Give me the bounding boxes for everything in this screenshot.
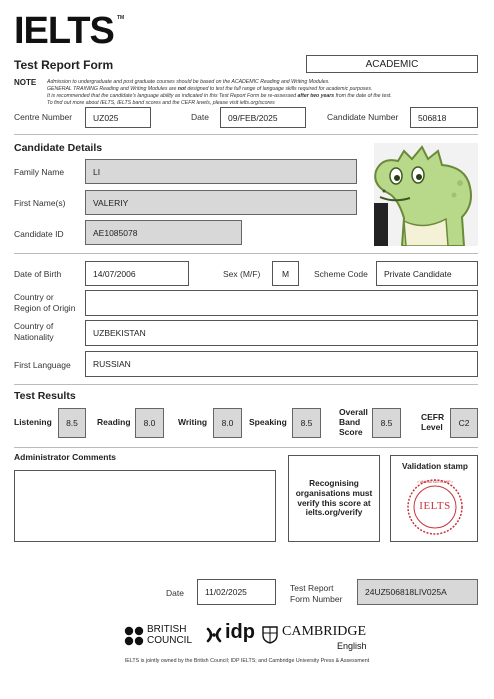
scheme-code-label: Scheme Code — [314, 269, 368, 279]
ielts-logo — [14, 12, 114, 50]
note-line-1: Admission to undergraduate and post graduate courses should be based on the ACADEMIC Reading and Writing Modules. — [47, 79, 330, 85]
cefr-level-score: C2 — [450, 408, 478, 438]
reading-label: Reading — [97, 417, 131, 427]
sex-field: M — [272, 261, 299, 286]
speaking-score: 8.5 — [292, 408, 321, 438]
test-date-label: Date — [191, 112, 209, 122]
verify-notice-box — [288, 455, 380, 542]
trf-number-field: 24UZ506818LIV025A — [357, 579, 478, 605]
candidate-number-label: Candidate Number — [327, 112, 399, 122]
idp-logo — [205, 622, 255, 648]
listening-label: Listening — [14, 417, 52, 427]
divider-4 — [14, 447, 478, 448]
note-line-2: GENERAL TRAINING Reading and Writing Modules are not designed to test the full range of language skills required for academic purposes. — [47, 86, 373, 93]
divider-2 — [14, 253, 478, 254]
speaking-label: Speaking — [249, 417, 287, 427]
cambridge-text: CAMBRIDGE — [282, 624, 367, 639]
centre-number-label: Centre Number — [14, 112, 73, 122]
centre-number-field: UZ025 — [85, 107, 151, 128]
nationality-field: UZBEKISTAN — [85, 320, 478, 346]
candidate-id-label: Candidate ID — [14, 229, 64, 239]
stamp-ielts-text: IELTS — [419, 500, 451, 512]
cambridge-english-text: English — [337, 641, 367, 651]
date-of-birth-field: 14/07/2006 — [85, 261, 189, 286]
british-council-text: BRITISH COUNCIL — [147, 624, 193, 646]
note-text — [47, 79, 487, 107]
family-name-field: LI — [85, 159, 357, 184]
british-council-dots-icon — [124, 626, 144, 646]
trf-number-label: Test Report Form Number — [290, 583, 343, 604]
first-name-label: First Name(s) — [14, 198, 66, 208]
test-results-title: Test Results — [14, 390, 76, 402]
admin-comments-box — [14, 470, 276, 542]
listening-score: 8.5 — [58, 408, 86, 438]
cefr-level-label: CEFR Level — [421, 412, 445, 432]
candidate-photo — [374, 143, 478, 246]
sex-label: Sex (M/F) — [223, 269, 261, 279]
overall-band-score: 8.5 — [372, 408, 401, 438]
stamp-ring-text: • VALIDATION STAMP • — [417, 480, 453, 484]
dinosaur-illustration — [374, 143, 478, 246]
validation-stamp-title: Validation stamp — [402, 461, 468, 471]
divider-1 — [14, 134, 478, 135]
trademark-mark: TM — [117, 15, 125, 21]
idp-swirl-icon — [205, 626, 223, 644]
family-name-label: Family Name — [14, 167, 65, 177]
verify-line-2: organisations must — [295, 487, 373, 498]
writing-score: 8.0 — [213, 408, 242, 438]
country-origin-field — [85, 290, 478, 316]
reading-score: 8.0 — [135, 408, 164, 438]
verify-line-1: Recognising — [309, 477, 359, 488]
note-label: NOTE — [14, 78, 37, 87]
cambridge-logo — [262, 624, 372, 652]
validation-stamp-box — [390, 455, 478, 542]
candidate-number-field: 506818 — [410, 107, 478, 128]
report-date-label: Date — [166, 588, 184, 598]
report-date-field: 11/02/2025 — [197, 579, 276, 605]
scheme-code-field: Private Candidate — [376, 261, 478, 286]
ielts-logo-text: IELTS — [14, 10, 114, 52]
candidate-details-title: Candidate Details — [14, 142, 103, 154]
first-name-field: VALERIY — [85, 190, 357, 215]
nationality-label: Country of Nationality — [14, 321, 54, 342]
candidate-id-field: AE1085078 — [85, 220, 242, 245]
idp-text: idp — [225, 621, 255, 643]
module-box: ACADEMIC — [306, 55, 478, 73]
note-line-4: To find out more about IELTS, IELTS band scores and the CEFR levels, please visit ielts.org/scores — [47, 100, 275, 107]
form-title: Test Report Form — [14, 58, 114, 72]
first-language-field: RUSSIAN — [85, 351, 478, 377]
divider-3 — [14, 384, 478, 385]
overall-band-label: Overall Band Score — [339, 407, 368, 437]
first-language-label: First Language — [14, 360, 71, 370]
writing-label: Writing — [178, 417, 208, 427]
british-council-logo — [124, 624, 194, 648]
date-of-birth-label: Date of Birth — [14, 269, 62, 279]
country-origin-label: Country or Region of Origin — [14, 292, 76, 313]
verify-line-3: verify this score at — [297, 497, 371, 508]
ownership-footnote: IELTS is jointly owned by the British Council; IDP IELTS; and Cambridge University Press & Assessment — [124, 658, 370, 664]
test-date-field: 09/FEB/2025 — [220, 107, 306, 128]
note-line-3: It is recommended that the candidate's language ability as indicated in this Test Report Form be re-assessed after two years from the date of the test. — [47, 93, 392, 100]
cambridge-shield-icon — [262, 626, 278, 644]
admin-comments-title: Administrator Comments — [14, 452, 117, 462]
verify-url: ielts.org/verify — [305, 507, 363, 518]
